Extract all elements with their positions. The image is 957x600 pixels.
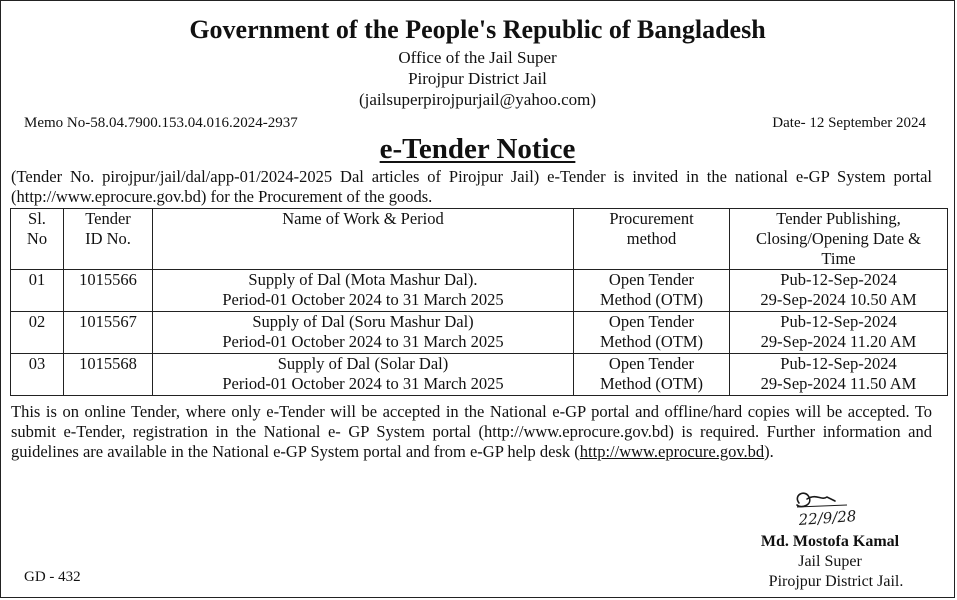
work-period: Period-01 October 2024 to 31 March 2025 [222, 332, 504, 351]
signer-name: Md. Mostofa Kamal [760, 533, 900, 550]
header-line: Time [821, 249, 856, 268]
publish-date: Pub-12-Sep-2024 [780, 270, 897, 289]
method-line: Method (OTM) [599, 374, 704, 393]
work-item: Supply of Dal (Mota Mashur Dal). [248, 270, 478, 289]
method-line: Open Tender [608, 354, 695, 373]
cell-sl: 01 [11, 270, 64, 312]
cell-work [153, 312, 574, 354]
method-line: Open Tender [608, 312, 695, 331]
notice-title: e-Tender Notice [379, 133, 576, 165]
cell-sl: 02 [11, 312, 64, 354]
signer-role: Jail Super [798, 553, 862, 570]
header-line: method [626, 229, 677, 248]
work-period: Period-01 October 2024 to 31 March 2025 [222, 290, 504, 309]
cell-tender-id: 1015567 [64, 312, 153, 354]
cell-sl: 03 [11, 354, 64, 396]
memo-number: Memo No-58.04.7900.153.04.016.2024-2937 [24, 115, 298, 131]
office-email: (jailsuperpirojpurjail@yahoo.com) [358, 90, 597, 109]
closing-date: 29-Sep-2024 11.20 AM [760, 332, 917, 351]
header-line: Name of Work & Period [282, 209, 444, 228]
table-row [11, 312, 948, 354]
intro-paragraph: (Tender No. pirojpur/jail/dal/app-01/2024-2025 Dal articles of Pirojpur Jail) e-Tender is invited in the national e-GP System portal (http://www.eprocure.gov.bd) for the Procurement of the goods. [11, 167, 932, 206]
tender-table [10, 208, 948, 396]
office-address-block [1, 47, 954, 110]
method-line: Method (OTM) [599, 290, 704, 309]
header-work [153, 209, 574, 270]
signature-mark [787, 485, 877, 533]
header-sl [11, 209, 64, 270]
table-row [11, 354, 948, 396]
cell-work [153, 354, 574, 396]
instructions-text: This is on online Tender, where only e-Tender will be accepted in the National e-GP portal and offline/hard copies will be accepted. To submit e-Tender, registration in the National e- GP System portal (http://www.eprocure.gov.bd) is required. Further information and guidelines are available in the National e-GP System portal and from e-GP help desk ( [11, 402, 932, 461]
header-line: Tender Publishing, [776, 209, 901, 228]
instructions-paragraph [11, 402, 932, 462]
closing-date: 29-Sep-2024 11.50 AM [760, 374, 917, 393]
cell-dates [730, 354, 948, 396]
district-name: Pirojpur District Jail [408, 69, 547, 88]
cell-method [574, 312, 730, 354]
closing-date: 29-Sep-2024 10.50 AM [760, 290, 917, 309]
header-line: No [26, 229, 48, 248]
header-line: Sl. [28, 209, 46, 228]
header-line: Closing/Opening Date & [756, 229, 921, 248]
header-tender-id [64, 209, 153, 270]
cell-tender-id: 1015568 [64, 354, 153, 396]
table-row [11, 270, 948, 312]
header-dates [730, 209, 948, 270]
cell-dates [730, 270, 948, 312]
publish-date: Pub-12-Sep-2024 [780, 354, 897, 373]
work-item: Supply of Dal (Solar Dal) [277, 354, 449, 373]
cell-method [574, 270, 730, 312]
work-period: Period-01 October 2024 to 31 March 2025 [222, 374, 504, 393]
table-header-row [11, 209, 948, 270]
eprocure-link[interactable]: http://www.eprocure.gov.bd [579, 442, 765, 461]
signature-date: 22/9/28 [798, 507, 857, 529]
cell-work [153, 270, 574, 312]
header-line: Tender [85, 209, 131, 228]
method-line: Method (OTM) [599, 332, 704, 351]
publish-date: Pub-12-Sep-2024 [780, 312, 897, 331]
header-line: Procurement [609, 209, 694, 228]
method-line: Open Tender [608, 270, 695, 289]
gd-number: GD - 432 [24, 569, 81, 585]
signer-office: Pirojpur District Jail. [768, 573, 904, 590]
notice-date: Date- 12 September 2024 [772, 115, 926, 131]
cell-dates [730, 312, 948, 354]
government-heading: Government of the People's Republic of Bangladesh [189, 15, 766, 44]
instructions-tail: ). [764, 442, 774, 461]
cell-tender-id: 1015566 [64, 270, 153, 312]
header-method [574, 209, 730, 270]
office-name: Office of the Jail Super [398, 48, 557, 67]
cell-method [574, 354, 730, 396]
work-item: Supply of Dal (Soru Mashur Dal) [252, 312, 474, 331]
header-line: ID No. [85, 229, 131, 248]
